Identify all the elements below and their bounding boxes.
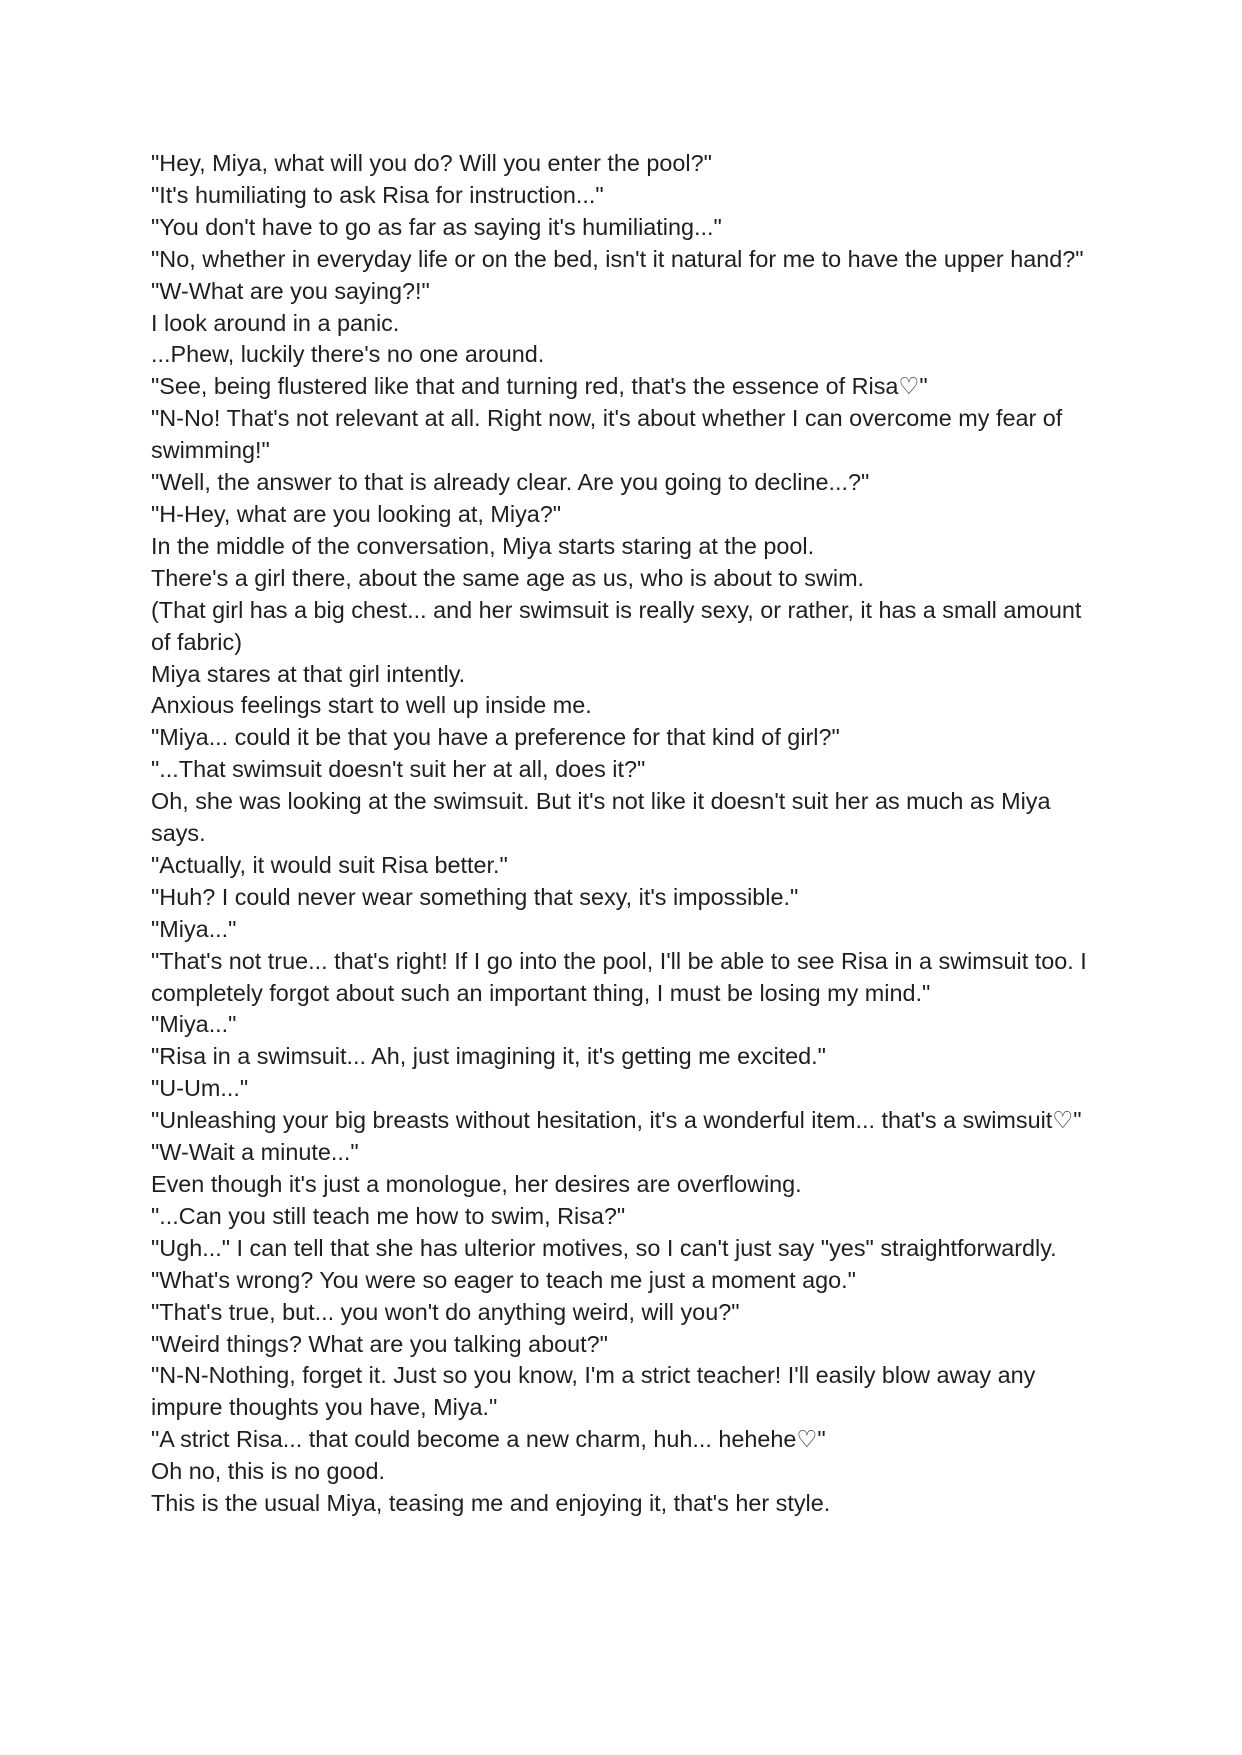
text-line: "Risa in a swimsuit... Ah, just imagining it, it's getting me excited." xyxy=(151,1043,826,1070)
text-line: "Miya..." xyxy=(151,1011,237,1038)
text-line: "Huh? I could never wear something that sexy, it's impossible." xyxy=(151,883,799,910)
text-line: "What's wrong? You were so eager to teach me just a moment ago." xyxy=(151,1266,856,1293)
text-line: "Actually, it would suit Risa better." xyxy=(151,851,508,878)
text-line: In the middle of the conversation, Miya starts staring at the pool. xyxy=(151,532,815,559)
text-line: "...That swimsuit doesn't suit her at all, does it?" xyxy=(151,756,646,783)
text-line: ...Phew, luckily there's no one around. xyxy=(151,341,545,368)
story-text xyxy=(151,148,1106,1520)
text-line: Anxious feelings start to well up inside me. xyxy=(151,692,592,719)
text-line: "See, being flustered like that and turning red, that's the essence of Risa♡" xyxy=(151,373,928,400)
text-line: I look around in a panic. xyxy=(151,309,400,336)
text-line: "That's not true... that's right! If I go into the pool, I'll be able to see Risa in a swimsuit too. I completely forgot about such an important thing, I must be losing my mind." xyxy=(151,947,1087,1006)
text-line: "It's humiliating to ask Risa for instruction..." xyxy=(151,181,604,208)
text-line: "Weird things? What are you talking about?" xyxy=(151,1330,608,1357)
text-line: "Ugh..." I can tell that she has ulterior motives, so I can't just say "yes" straightforwardly. xyxy=(151,1234,1057,1261)
text-line: "Miya... could it be that you have a preference for that kind of girl?" xyxy=(151,724,840,751)
text-line: "...Can you still teach me how to swim, Risa?" xyxy=(151,1202,626,1229)
text-line: Oh no, this is no good. xyxy=(151,1458,386,1485)
text-line: "That's true, but... you won't do anything weird, will you?" xyxy=(151,1298,740,1325)
text-line: "N-No! That's not relevant at all. Right now, it's about whether I can overcome my fear of swimming!" xyxy=(151,405,1063,464)
text-line: There's a girl there, about the same age as us, who is about to swim. xyxy=(151,564,865,591)
text-line: "No, whether in everyday life or on the bed, isn't it natural for me to have the upper hand?" xyxy=(151,245,1084,272)
text-line: This is the usual Miya, teasing me and enjoying it, that's her style. xyxy=(151,1490,831,1517)
text-line: "Hey, Miya, what will you do? Will you enter the pool?" xyxy=(151,150,712,176)
text-line: (That girl has a big chest... and her swimsuit is really sexy, or rather, it has a small amount of fabric) xyxy=(151,596,1082,655)
text-line: Oh, she was looking at the swimsuit. But it's not like it doesn't suit her as much as Miya says. xyxy=(151,788,1051,847)
text-line: "Unleashing your big breasts without hesitation, it's a wonderful item... that's a swimsuit♡" xyxy=(151,1107,1082,1134)
text-line: "W-What are you saying?!" xyxy=(151,277,430,304)
text-line: "H-Hey, what are you looking at, Miya?" xyxy=(151,500,562,527)
text-line: Even though it's just a monologue, her desires are overflowing. xyxy=(151,1171,802,1197)
text-line: "Well, the answer to that is already clear. Are you going to decline...?" xyxy=(151,469,870,496)
text-line: Miya stares at that girl intently. xyxy=(151,660,466,687)
text-line: "You don't have to go as far as saying it's humiliating..." xyxy=(151,213,722,240)
text-line: "N-N-Nothing, forget it. Just so you know, I'm a strict teacher! I'll easily blow away any impure thoughts you have, Miya." xyxy=(151,1362,1036,1421)
text-line: "Miya..." xyxy=(151,915,237,942)
text-line: "U-Um..." xyxy=(151,1075,249,1102)
text-line: "A strict Risa... that could become a new charm, huh... hehehe♡" xyxy=(151,1426,826,1453)
text-line: "W-Wait a minute..." xyxy=(151,1139,359,1166)
